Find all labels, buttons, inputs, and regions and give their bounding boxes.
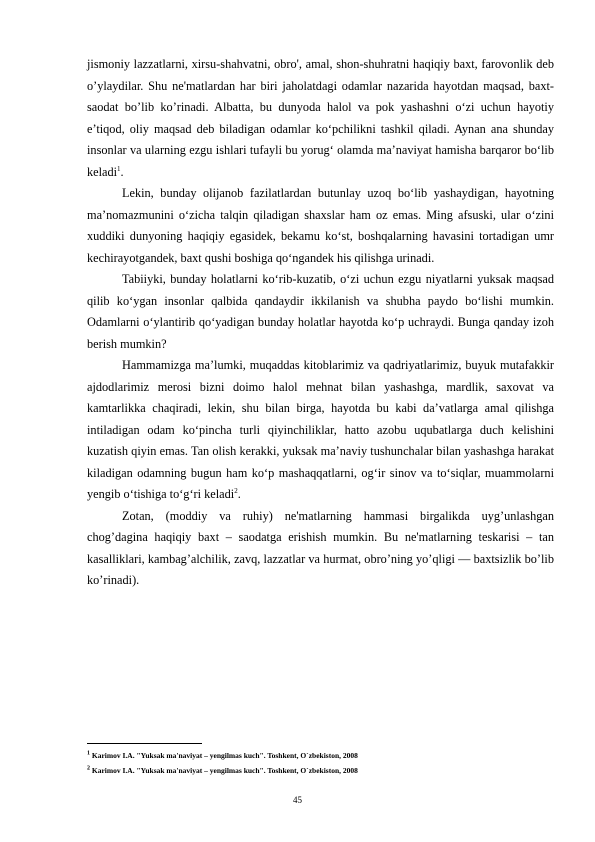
paragraph: Zotan, (moddiy va ruhiy) ne'matlarning hammasi birgalikda uyg’unlashgan chog’dagina haqiqiy baxt – saodatga erishish mumkin. Bu ne'matlarning teskarisi – tan kasalliklari, kambag’alchilik, zavq, lazzatlar va hurmat, obro’ning yo’qligi — baxtsizlik bo’lib ko’rinadi). [87, 508, 554, 587]
page-number: 45 [293, 795, 302, 805]
footnote-mark: 2 [87, 765, 90, 772]
paragraph: Lekin, bunday olijanob fazilatlardan butunlay uzoq bo‘lib yashaydigan, hayotning ma’nomazmunini o‘zicha talqin qiladigan shaxslar ham oz emas. Ming afsuski, ular o‘zini xuddiki dunyoning haqiqiy egasidek, bekamu ko‘st, boshqalarning havasini tortadigan umr kechirayotgandek, baxt qushi boshiga qo‘ngandek his qilishga urinadi. [87, 186, 554, 265]
footnote-mark: 1 [87, 750, 90, 757]
paragraph: Tabiiyki, bunday holatlarni ko‘rib-kuzatib, o‘zi uchun ezgu niyatlarni yuksak maqsad qilib ko‘ygan insonlar qalbida qandaydir ikkilanish va shubha paydo bo‘lishi mumkin. Odamlarni o‘ylantirib qo‘yadigan bunday holatlar hayotda ko‘p uchraydi. Bunga qanday izoh berish mumkin? [87, 272, 554, 351]
paragraph: Hammamizga ma’lumki, muqaddas kitoblarimiz va qadriyatlarimiz, buyuk mutafakkir ajdodlarimiz merosi bizni doimo halol mehnat bilan yashashga, mardlik, saxovat va kamtarlikka chaqiradi, lekin, shu bilan birga, hayotda bu kabi da’vatlarga amal qilishga intiladigan odam ko‘pincha turli qiyinchiliklar, hatto azobu uqubatlarga duch kelishini kuzatish qiyin emas. Tan olish kerakki, yuksak ma’naviy tushunchalar bilan yashashga harakat kiladigan odamning bugun ham ko‘p mashaqqatlarni, og‘ir sinov va to‘siqlar, muammolarni yengib o‘tishiga to‘g‘ri keladi$^2$. [87, 358, 554, 501]
body-text [87, 54, 554, 592]
footnote-text: Karimov I.A. "Yuksak ma'naviyat – yengilmas kuch". Toshkent, O`zbekiston, 2008 [90, 766, 358, 775]
footnote-ref[interactable]: 1 [117, 164, 121, 173]
footnote [87, 748, 554, 763]
footnote-text: Karimov I.A. "Yuksak ma'naviyat – yengilmas kuch". Toshkent, O`zbekiston, 2008 [90, 751, 358, 760]
footnote [87, 763, 554, 778]
footnote-ref[interactable]: 2 [234, 486, 238, 495]
footnote-divider [87, 743, 202, 744]
paragraph: jismoniy lazzatlarni, xirsu-shahvatni, obro', amal, shon-shuhratni haqiqiy baxt, farovonlik deb o’ylaydilar. Shu ne'matlardan har biri jaholatdagi odamlar nazarida hayotdan maqsad, baxt-saodat bo’lib ko’rinadi. Albatta, bu dunyoda halol va pok yashashni o‘zi uchun hayotiy e’tiqod, oliy maqsad deb biladigan odamlar ko‘pchilikni tashkil qiladi. Aynan ana shunday insonlar va ularning ezgu ishlari tufayli bu yorug‘ olamda ma’naviyat hamisha barqaror bo‘lib keladi$^1$. [87, 57, 554, 179]
footnotes [87, 748, 554, 778]
